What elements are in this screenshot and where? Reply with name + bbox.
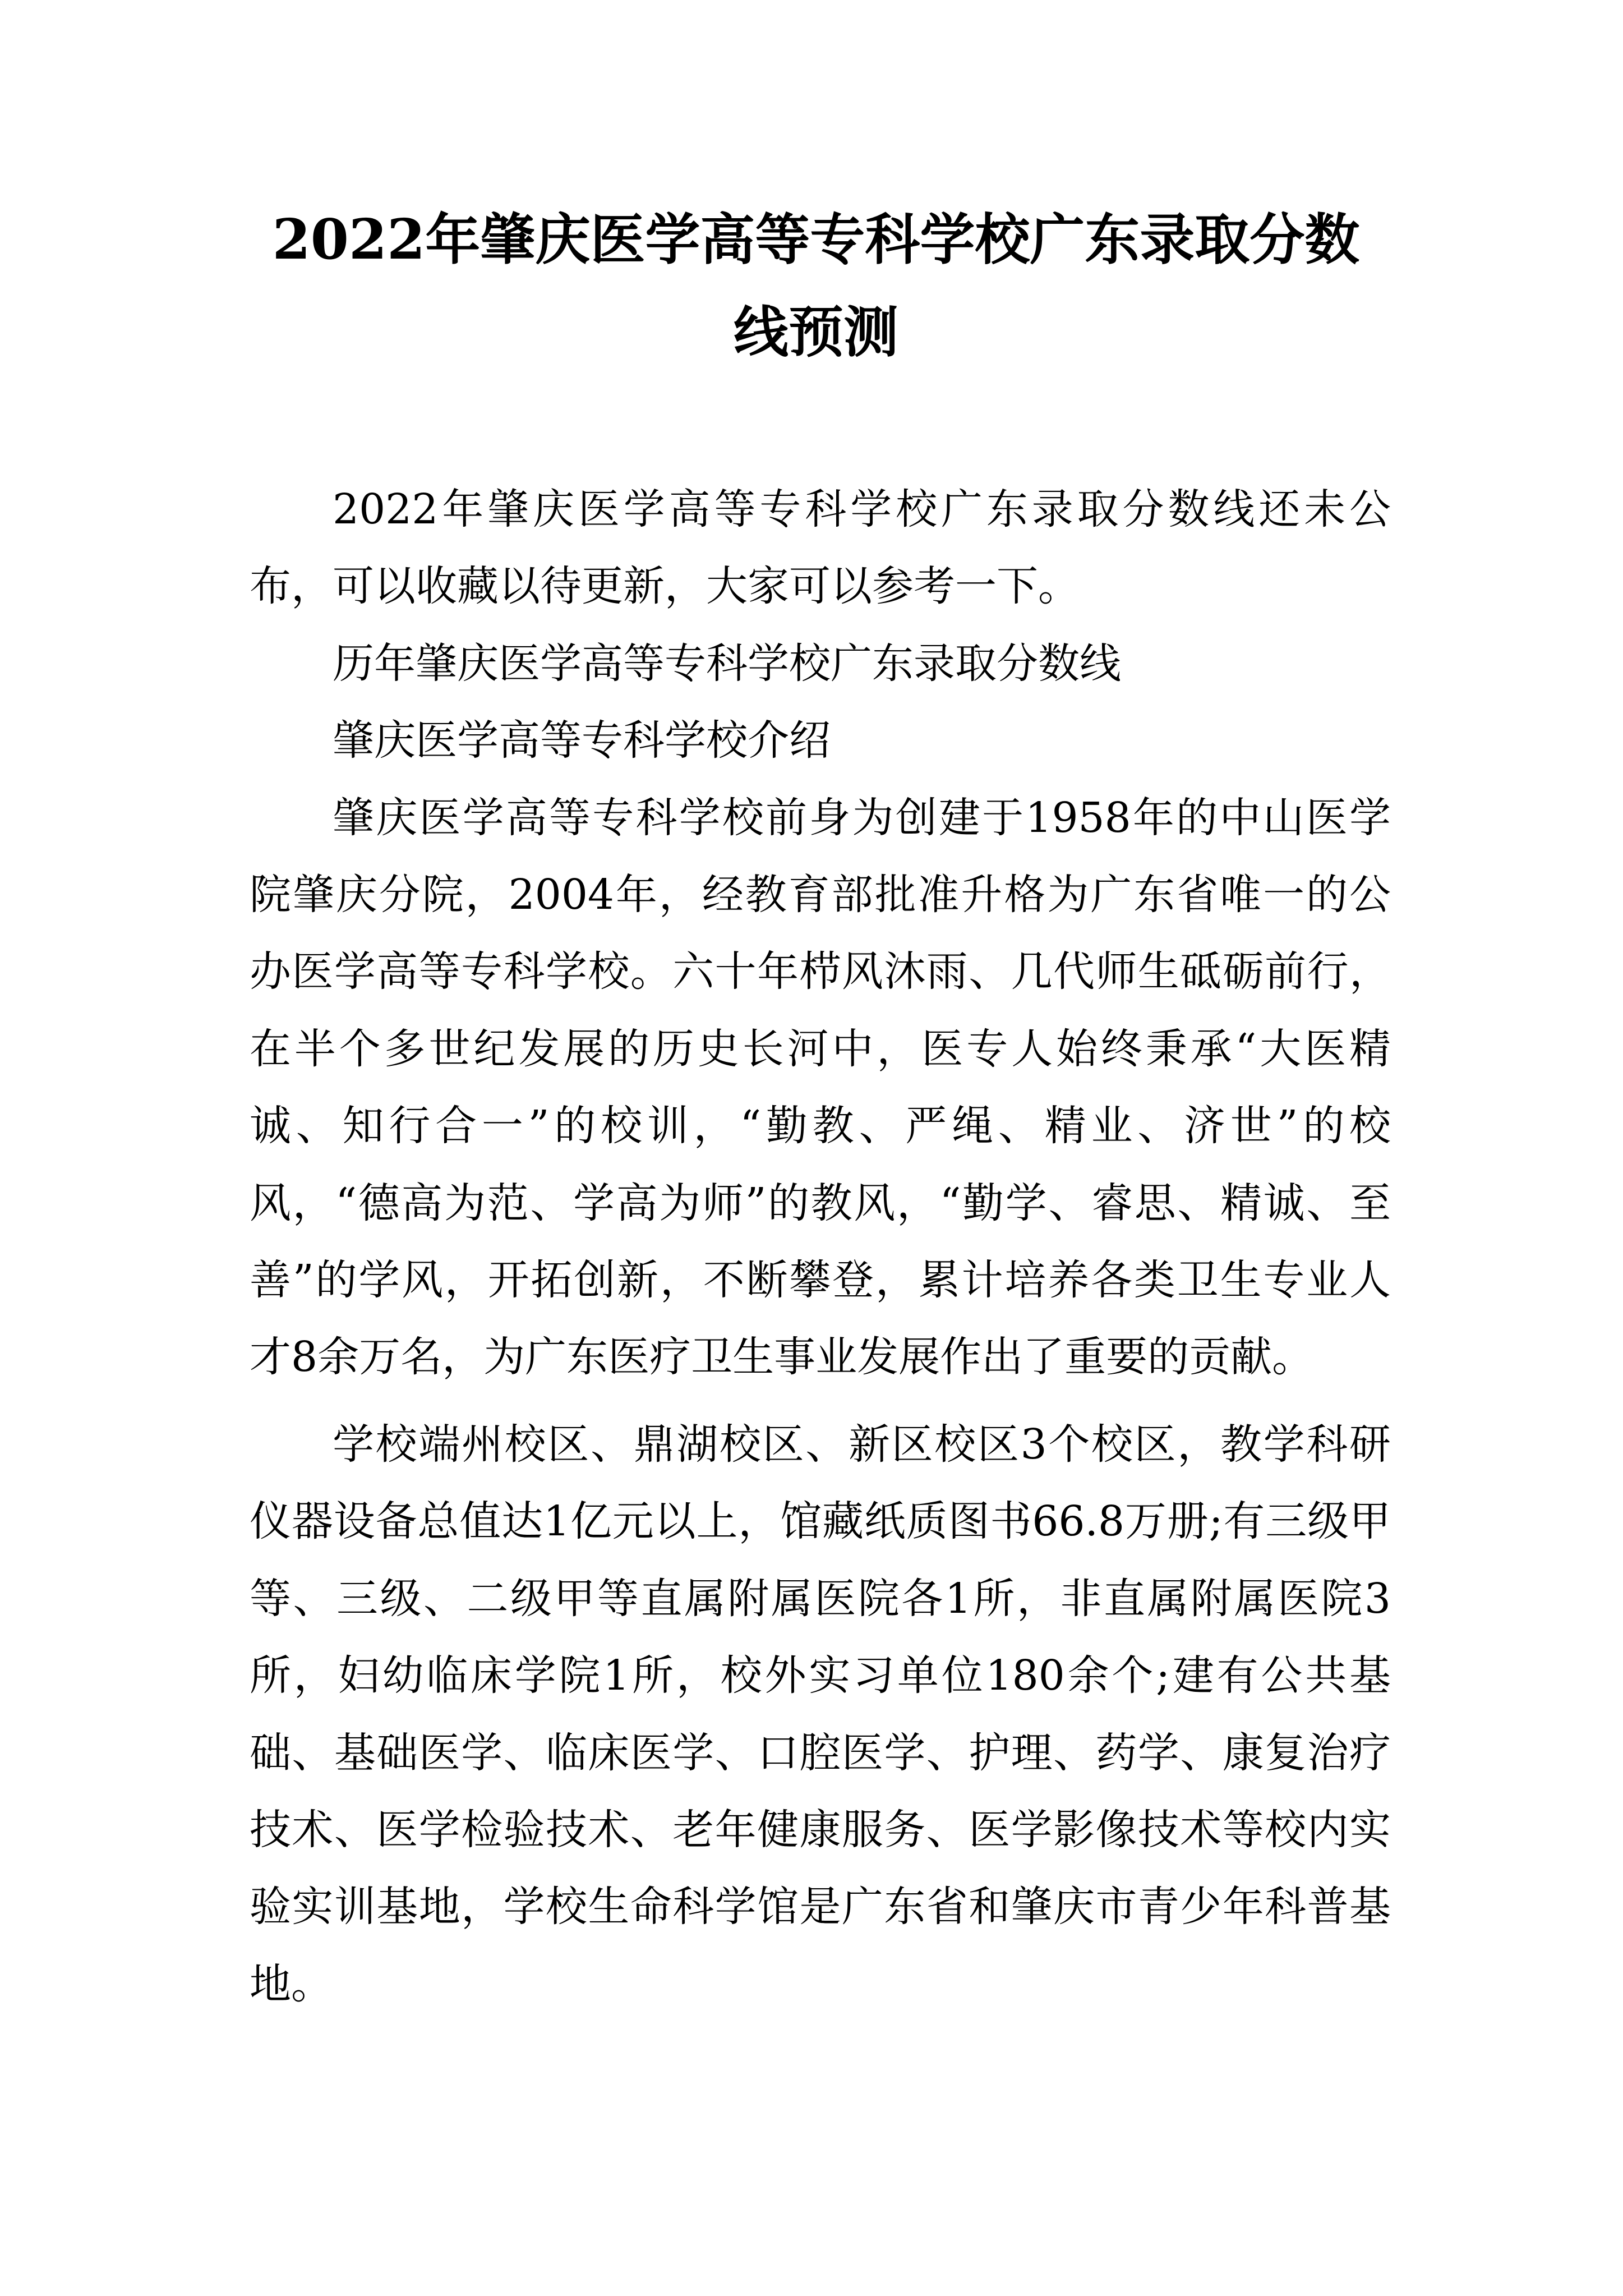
document-body <box>250 471 1391 2023</box>
document-title: 2022年肇庆医学高等专科学校广东录取分数线预测 <box>272 208 1360 365</box>
paragraph-intro: 2022年肇庆医学高等专科学校广东录取分数线还未公布，可以收藏以待更新，大家可以参考一下。 <box>250 485 1391 611</box>
paragraph-school-history: 肇庆医学高等专科学校前身为创建于1958年的中山医学院肇庆分院，2004年，经教育部批准升格为广东省唯一的公办医学高等专科学校。六十年栉风沐雨、几代师生砥砺前行，在半个多世纪发展的历史长河中，医专人始终秉承“大医精诚、知行合一”的校训，“勤教、严绳、精业、济世”的校风，“德高为范、学高为师”的教风，“勤学、睿思、精诚、至善”的学风，开拓创新，不断攀登，累计培养各类卫生专业人才8余万名，为广东医疗卫生事业发展作出了重要的贡献。 <box>250 793 1391 1382</box>
paragraph-history-heading: 历年肇庆医学高等专科学校广东录取分数线 <box>333 639 1121 688</box>
paragraph-school-heading: 肇庆医学高等专科学校介绍 <box>333 716 831 765</box>
paragraph-campus-facilities: 学校端州校区、鼎湖校区、新区校区3个校区，教学科研仪器设备总值达1亿元以上，馆藏纸质图书66.8万册;有三级甲等、三级、二级甲等直属附属医院各1所，非直属附属医院3所，妇幼临床学院1所，校外实习单位180余个;建有公共基础、基础医学、临床医学、口腔医学、护理、药学、康复治疗技术、医学检验技术、老年健康服务、医学影像技术等校内实验实训基地，学校生命科学馆是广东省和肇庆市青少年科普基地。 <box>250 1420 1391 2008</box>
